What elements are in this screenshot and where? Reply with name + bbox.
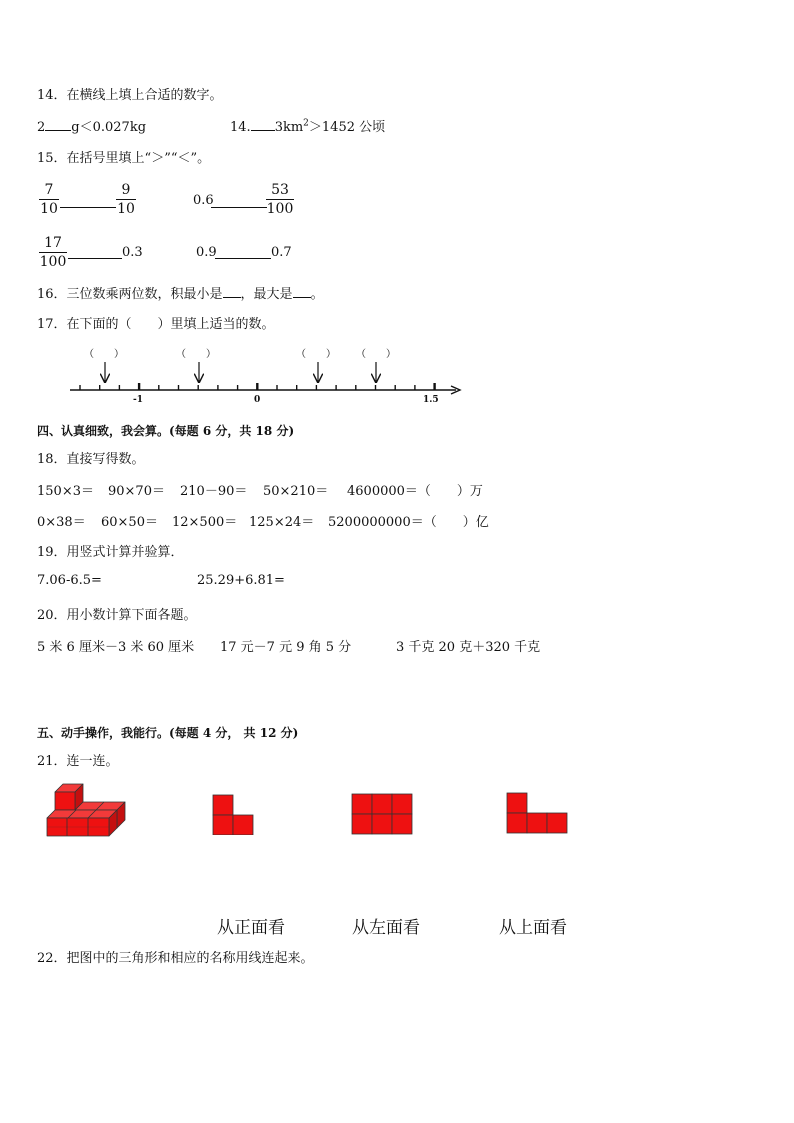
- q20-expr-1: 5 米 6 厘米－3 米 60 厘米: [37, 640, 195, 655]
- q15-title: 15．在括号里填上“＞”“＜”。: [37, 151, 211, 166]
- q18-row2-item1: 0×38＝: [37, 515, 86, 530]
- q22-title: 22．把图中的三角形和相应的名称用线连起来。: [37, 951, 314, 966]
- fraction-numerator: 17: [39, 234, 67, 253]
- q17-paren-1[interactable]: （ ）: [84, 349, 124, 360]
- q20-expr-2: 17 元－7 元 9 角 5 分: [220, 640, 352, 655]
- q21-title: 21．连一连。: [37, 754, 119, 769]
- q19-title: 19．用竖式计算并验算．: [37, 545, 184, 560]
- q18-row2-item3: 12×500＝: [172, 515, 238, 530]
- q18-row1-item2: 90×70＝: [108, 484, 165, 499]
- q14-a-pre: 2: [37, 120, 46, 135]
- q18-title: 18．直接写得数。: [37, 452, 145, 467]
- q16-blank-max[interactable]: [293, 297, 311, 298]
- q17-title: 17．在下面的（ ）里填上适当的数。: [37, 317, 275, 332]
- q14-a-post: g＜0.027kg: [71, 120, 147, 135]
- q14-title: 14．在横线上填上合适的数字。: [37, 88, 223, 103]
- q16-line: [37, 283, 324, 302]
- q18-row1-item4: 50×210＝: [263, 484, 329, 499]
- tick-label-0: 0: [254, 395, 261, 405]
- label-top-view: 从上面看: [499, 918, 567, 938]
- number-line-ticks: [80, 383, 435, 390]
- q15-fraction-4: [39, 234, 67, 271]
- q20-title: 20．用小数计算下面各题。: [37, 608, 197, 623]
- q17-paren-4[interactable]: （ ）: [356, 349, 396, 360]
- q15-fraction-2: [116, 181, 136, 218]
- q14-b-pre: 14.: [230, 120, 251, 135]
- q16-blank-min[interactable]: [223, 297, 241, 298]
- q20-expr-3: 3 千克 20 克＋320 千克: [396, 640, 541, 655]
- view-shape-grid: [351, 793, 413, 835]
- q16-mid: ，最大是: [240, 287, 293, 302]
- q14-item-a: [37, 116, 146, 135]
- q17-paren-2[interactable]: （ ）: [176, 349, 216, 360]
- q18-row1-item1: 150×3＝: [37, 484, 94, 499]
- q16-pre: 16．三位数乘两位数，积最小是: [37, 287, 223, 302]
- section-4-heading: 四、认真细致，我会算。(每题 6 分，共 18 分): [37, 424, 295, 438]
- q16-post: 。: [310, 287, 324, 302]
- q15-decimal-4: 0.7: [271, 245, 292, 260]
- q18-row2-item2: 60×50＝: [101, 515, 158, 530]
- q15-decimal-1: 0.6: [193, 193, 214, 208]
- view-shape-long-l: [506, 792, 568, 834]
- q14-b-blank[interactable]: [251, 130, 275, 131]
- q17-paren-3[interactable]: （ ）: [296, 349, 336, 360]
- tick-label-1-5: 1.5: [423, 395, 439, 405]
- q18-row2-item4: 125×24＝: [249, 515, 315, 530]
- fraction-denominator: 100: [266, 201, 294, 217]
- q18-row2-item5: 5200000000＝（ ）亿: [328, 515, 489, 530]
- q15-blank-4[interactable]: [215, 258, 271, 259]
- q19-expr-2: 25.29+6.81=: [197, 573, 285, 588]
- q14-a-blank[interactable]: [45, 130, 71, 131]
- fraction-denominator: 10: [40, 201, 58, 217]
- section-5-heading: 五、动手操作，我能行。(每题 4 分， 共 12 分): [37, 726, 299, 740]
- fraction-numerator: 9: [116, 181, 136, 200]
- tick-label-neg1: -1: [133, 395, 143, 405]
- q15-blank-3[interactable]: [68, 258, 122, 259]
- fraction-numerator: 7: [39, 181, 59, 200]
- fraction-denominator: 10: [117, 201, 135, 217]
- q15-fraction-3: [266, 181, 294, 218]
- label-left-view: 从左面看: [352, 918, 420, 938]
- q15-fraction-1: [39, 181, 59, 218]
- cube-stack-3d: [45, 782, 129, 844]
- q14-b-sup: 2: [303, 118, 309, 129]
- q15-decimal-3: 0.9: [196, 245, 217, 260]
- q15-blank-2[interactable]: [211, 207, 267, 208]
- q15-blank-1[interactable]: [60, 207, 116, 208]
- q18-row1-item5: 4600000＝（ ）万: [347, 484, 483, 499]
- view-shape-l: [211, 793, 255, 835]
- fraction-denominator: 100: [39, 254, 67, 270]
- q14-b-mid: 3km: [274, 120, 304, 135]
- label-front-view: 从正面看: [217, 918, 285, 938]
- q15-decimal-2: 0.3: [122, 245, 143, 260]
- q19-expr-1: 7.06-6.5=: [37, 573, 102, 588]
- fraction-numerator: 53: [266, 181, 294, 200]
- q18-row1-item3: 210－90＝: [180, 484, 248, 499]
- q14-b-post: ＞1452 公顷: [308, 120, 386, 135]
- q14-item-b: [230, 116, 385, 135]
